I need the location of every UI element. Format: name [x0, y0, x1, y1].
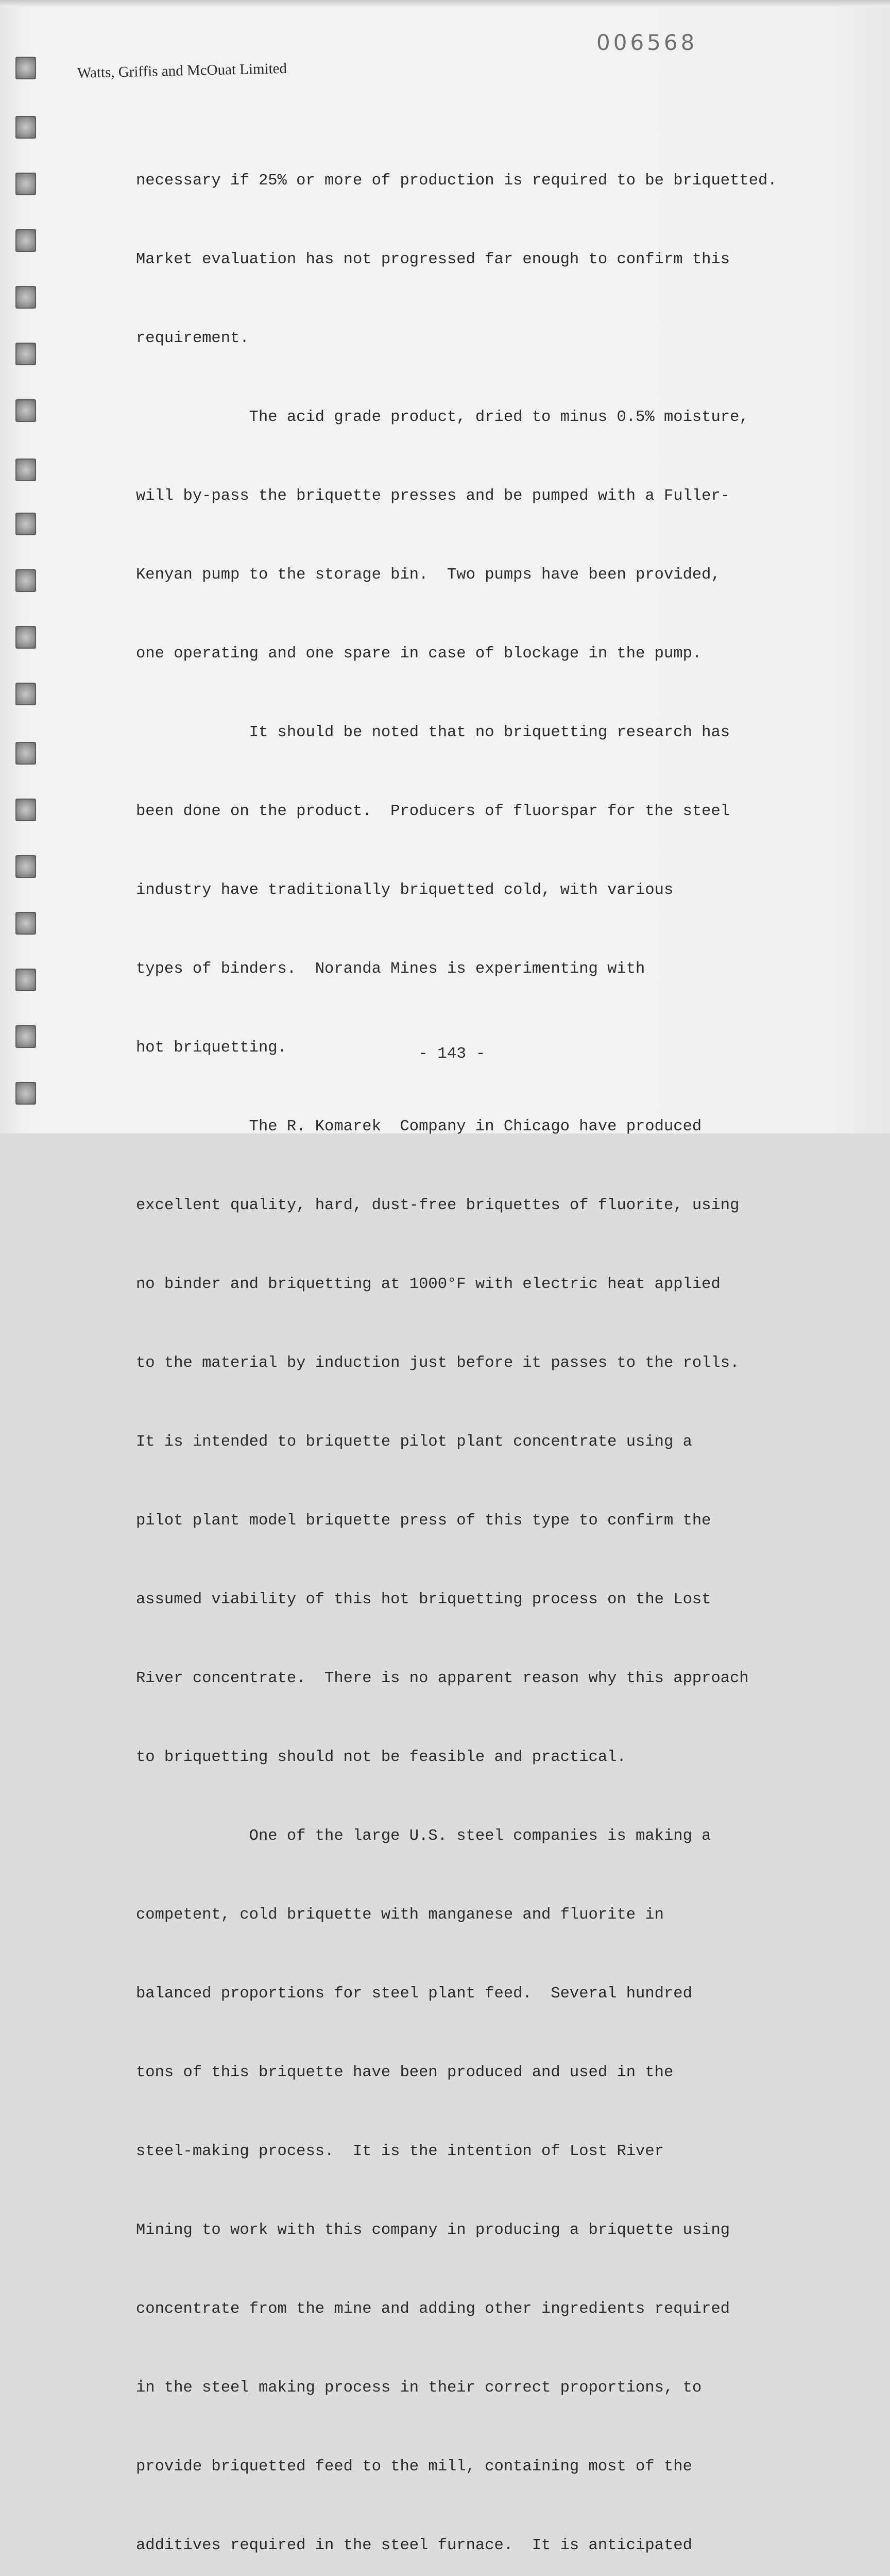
text-line: One of the large U.S. steel companies is making a	[136, 1827, 711, 1845]
binding-hole	[15, 343, 36, 365]
binding-hole	[15, 855, 36, 878]
binding-hole	[15, 912, 36, 935]
text-line: Kenyan pump to the storage bin. Two pumps have been provided,	[136, 566, 721, 584]
binding-hole	[15, 513, 36, 535]
text-line: Market evaluation has not progressed far enough to confirm this	[136, 251, 730, 268]
text-line: hot briquetting.	[136, 1039, 287, 1057]
text-line: It should be noted that no briquetting research has	[136, 724, 730, 741]
binding-hole	[15, 969, 36, 991]
text-line: one operating and one spare in case of blockage in the pump.	[136, 645, 702, 663]
binding-hole	[15, 286, 36, 309]
binding-hole	[15, 459, 36, 481]
text-line: excellent quality, hard, dust-free briquettes of fluorite, using	[136, 1197, 740, 1214]
text-line: The acid grade product, dried to minus 0.5% moisture,	[136, 409, 749, 426]
text-line: balanced proportions for steel plant feed. Several hundred	[136, 1985, 692, 2003]
text-line: types of binders. Noranda Mines is experimenting with	[136, 960, 645, 978]
text-line: to briquetting should not be feasible and practical.	[136, 1749, 626, 1766]
text-line: pilot plant model briquette press of this type to confirm the	[136, 1512, 711, 1530]
text-line: River concentrate. There is no apparent reason why this approach	[136, 1670, 749, 1687]
binding-hole	[15, 1082, 36, 1105]
binding-hole	[15, 799, 36, 821]
text-line: will by-pass the briquette presses and be pumped with a Fuller-	[136, 487, 730, 505]
binding-hole	[15, 399, 36, 422]
text-line: no binder and briquetting at 1000°F with electric heat applied	[136, 1276, 721, 1293]
binding-hole	[15, 173, 36, 195]
letterhead: Watts, Griffis and McOuat Limited	[77, 60, 287, 81]
body-text	[136, 115, 857, 2576]
binding-holes	[11, 57, 42, 1128]
page-top-edge	[0, 0, 890, 7]
text-line: tons of this briquette have been produced and used in the	[136, 2064, 674, 2081]
page-number: - 143 -	[418, 1045, 486, 1063]
document-number: 006568	[596, 30, 698, 55]
text-line: assumed viability of this hot briquetting process on the Lost	[136, 1591, 711, 1608]
text-line: concentrate from the mine and adding other ingredients required	[136, 2300, 730, 2318]
binding-hole	[15, 1025, 36, 1048]
binding-hole	[15, 742, 36, 765]
text-line: steel-making process. It is the intention of Lost River	[136, 2143, 664, 2160]
text-line: provide briquetted feed to the mill, containing most of the	[136, 2458, 692, 2476]
text-line: industry have traditionally briquetted cold, with various	[136, 882, 674, 899]
text-line: necessary if 25% or more of production is required to be briquetted.	[136, 172, 777, 190]
binding-hole	[15, 229, 36, 252]
binding-hole	[15, 116, 36, 139]
text-line: requirement.	[136, 330, 249, 347]
text-line: been done on the product. Producers of fluorspar for the steel	[136, 803, 730, 820]
text-line: additives required in the steel furnace. It is anticipated	[136, 2537, 692, 2554]
binding-hole	[15, 57, 36, 79]
text-line: It is intended to briquette pilot plant concentrate using a	[136, 1433, 692, 1451]
text-line: Mining to work with this company in producing a briquette using	[136, 2222, 730, 2239]
text-line: The R. Komarek Company in Chicago have produced	[136, 1118, 702, 1136]
binding-hole	[15, 569, 36, 592]
binding-hole	[15, 626, 36, 649]
text-line: in the steel making process in their correct proportions, to	[136, 2379, 702, 2397]
text-line: to the material by induction just before it passes to the rolls.	[136, 1354, 740, 1372]
binding-hole	[15, 683, 36, 705]
text-line: competent, cold briquette with manganese and fluorite in	[136, 1906, 664, 1924]
